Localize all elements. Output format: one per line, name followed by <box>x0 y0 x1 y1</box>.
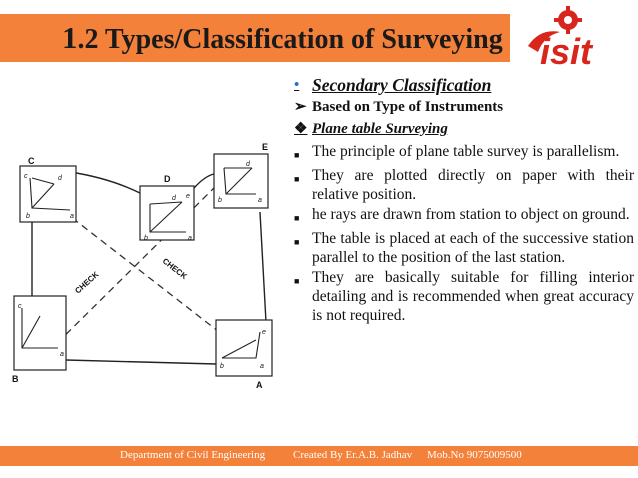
plane-table-diagram <box>10 136 282 396</box>
check-label-2: CHECK <box>160 256 189 282</box>
line-e-a <box>260 212 266 322</box>
svg-text:d: d <box>172 195 176 202</box>
footer-department: Department of Civil Engineering <box>120 449 266 461</box>
check-label-1: CHECK <box>73 269 101 296</box>
station-label-c: C <box>28 156 35 166</box>
svg-text:e: e <box>262 329 266 336</box>
content-area <box>294 76 634 326</box>
slide-title <box>62 20 503 56</box>
footer-mobile: Mob.No 9075009500 <box>427 449 522 461</box>
list-item: ■ They are basically suitable for filling interior detailing and is recommended when great accuracy is not required. <box>294 269 634 324</box>
subsubheading-plane-table: ❖ Plane table Surveying <box>294 121 448 137</box>
heading-secondary: • Secondary Classification <box>294 75 492 95</box>
svg-text:b: b <box>26 213 30 220</box>
svg-text:b: b <box>218 197 222 204</box>
arrow-bullet-icon: ➢ <box>294 99 307 115</box>
title-number: 1 <box>62 20 78 55</box>
square-bullet-icon: ■ <box>294 213 300 223</box>
svg-text:a: a <box>258 197 262 204</box>
svg-text:a: a <box>70 213 74 220</box>
svg-text:a: a <box>60 351 64 358</box>
svg-text:a: a <box>188 235 192 242</box>
line-d-e <box>194 174 214 188</box>
title-text: .2 Types/Classification of Surveying <box>77 24 503 55</box>
list-item: ■ he rays are drawn from station to object on ground. <box>294 205 634 228</box>
station-label-a: A <box>256 380 263 390</box>
list-item: ■ The table is placed at each of the successive station parallel to the position of the last station. <box>294 230 634 266</box>
line-b-a <box>66 360 216 364</box>
station-label-b: B <box>12 374 19 384</box>
square-bullet-icon: ■ <box>294 276 300 286</box>
logo-text: isit <box>540 31 593 72</box>
svg-text:d: d <box>246 161 250 168</box>
list-item: ■ The principle of plane table survey is parallelism. <box>294 142 634 165</box>
svg-text:e: e <box>186 193 190 200</box>
svg-text:d: d <box>58 175 62 182</box>
dot-bullet-icon: • <box>294 77 300 93</box>
subheading-instruments: ➢ Based on Type of Instruments <box>294 99 504 115</box>
list-item: ■ They are plotted directly on paper with their relative position. <box>294 167 634 203</box>
svg-text:b: b <box>220 363 224 370</box>
isit-logo <box>520 2 628 72</box>
svg-text:c: c <box>18 303 22 310</box>
station-label-d: D <box>164 174 171 184</box>
svg-text:b: b <box>144 235 148 242</box>
square-bullet-icon: ■ <box>294 237 300 247</box>
diamond-bullet-icon: ❖ <box>294 121 308 137</box>
svg-text:c: c <box>24 173 28 180</box>
svg-text:a: a <box>260 363 264 370</box>
footer-bar <box>0 446 638 466</box>
station-label-e: E <box>262 142 269 152</box>
square-bullet-icon: ■ <box>294 174 300 184</box>
square-bullet-icon: ■ <box>294 150 300 160</box>
line-c-d <box>70 172 142 194</box>
footer-author: Created By Er.A.B. Jadhav <box>293 449 413 461</box>
